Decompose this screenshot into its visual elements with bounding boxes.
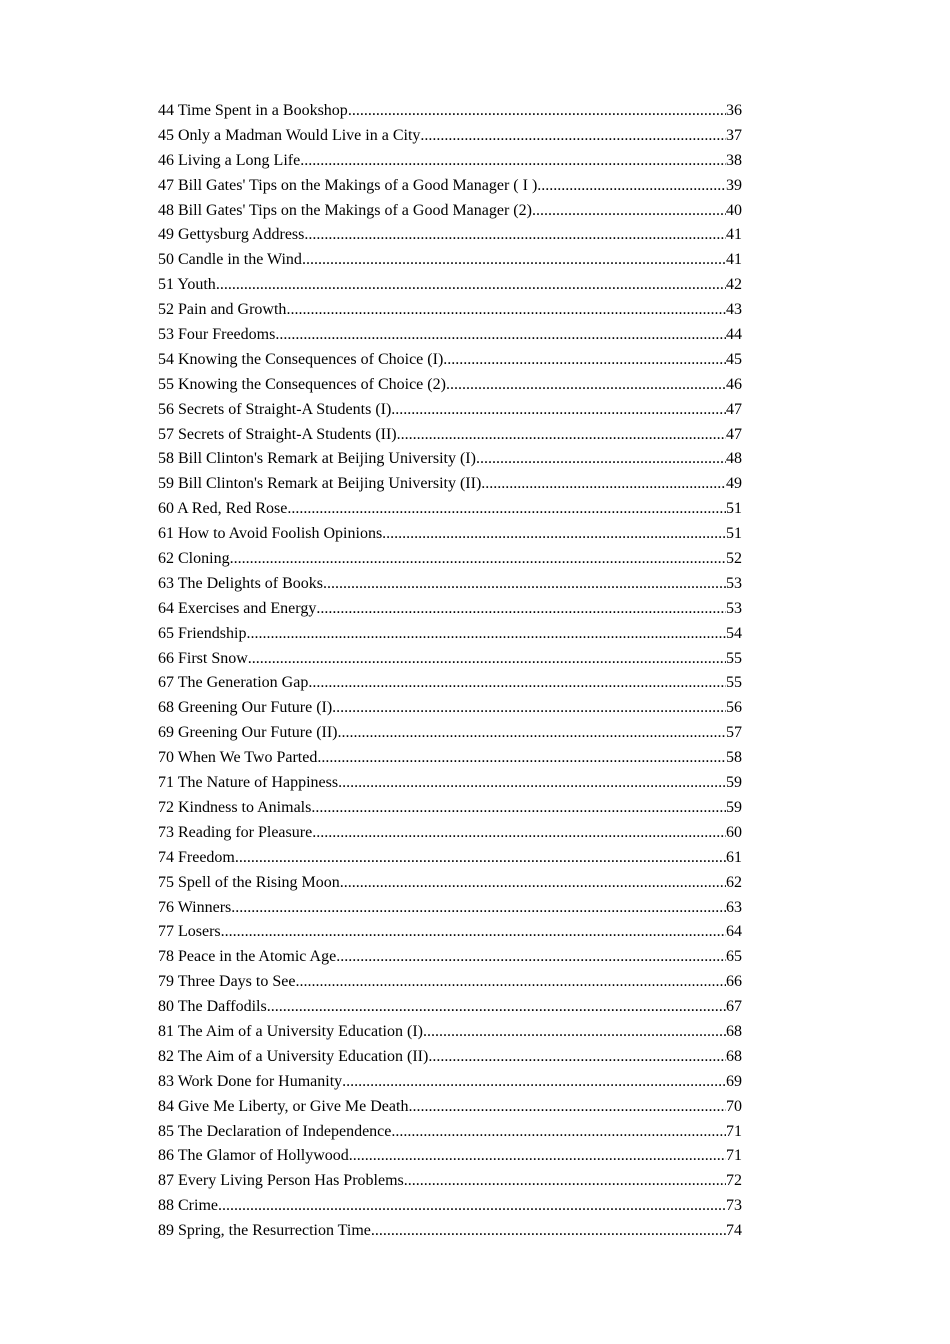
toc-entry[interactable] (158, 423, 742, 448)
dot-leader (336, 945, 726, 970)
dot-leader (221, 920, 726, 945)
toc-entry-title: 86 The Glamor of Hollywood (158, 1147, 349, 1165)
dot-leader (216, 273, 726, 298)
toc-entry[interactable] (158, 821, 742, 846)
toc-entry-title: 56 Secrets of Straight-A Students (I) (158, 400, 392, 418)
toc-entry[interactable] (158, 1045, 742, 1070)
toc-entry-page-number: 70 (726, 1097, 742, 1115)
toc-entry-title: 78 Peace in the Atomic Age (158, 948, 337, 966)
dot-leader (476, 447, 726, 472)
dot-leader (371, 1219, 726, 1244)
toc-entry[interactable] (158, 547, 742, 572)
dot-leader (446, 373, 726, 398)
dot-leader (323, 572, 726, 597)
dot-leader (286, 298, 726, 323)
toc-entry-title: 87 Every Living Person Has Problems (158, 1172, 404, 1190)
toc-entry[interactable] (158, 622, 742, 647)
toc-entry-page-number: 48 (726, 450, 742, 468)
dot-leader (537, 174, 726, 199)
dot-leader (308, 671, 726, 696)
toc-entry-title: 88 Crime (158, 1197, 218, 1215)
toc-entry-title: 83 Work Done for Humanity (158, 1072, 343, 1090)
toc-entry[interactable] (158, 671, 742, 696)
toc-entry-page-number: 44 (726, 326, 742, 344)
toc-entry[interactable] (158, 248, 742, 273)
toc-entry-title: 73 Reading for Pleasure (158, 823, 313, 841)
dot-leader (382, 522, 726, 547)
toc-entry[interactable] (158, 1095, 742, 1120)
toc-entry[interactable] (158, 796, 742, 821)
toc-entry-title: 75 Spell of the Rising Moon (158, 873, 340, 891)
dot-leader (532, 199, 726, 224)
dot-leader (340, 871, 726, 896)
toc-entry-title: 71 The Nature of Happiness (158, 774, 339, 792)
toc-entry-page-number: 52 (726, 550, 742, 568)
toc-entry-title: 48 Bill Gates' Tips on the Makings of a Good Manager (2) (158, 201, 532, 219)
toc-entry[interactable] (158, 273, 742, 298)
toc-entry[interactable] (158, 1120, 742, 1145)
toc-entry-title: 69 Greening Our Future (II) (158, 724, 338, 742)
toc-entry-page-number: 51 (726, 500, 742, 518)
toc-entry-page-number: 61 (726, 848, 742, 866)
toc-entry[interactable] (158, 149, 742, 174)
toc-entry[interactable] (158, 99, 742, 124)
toc-entry-title: 68 Greening Our Future (I) (158, 699, 333, 717)
toc-entry[interactable] (158, 1169, 742, 1194)
toc-entry-page-number: 56 (726, 699, 742, 717)
toc-entry-title: 67 The Generation Gap (158, 674, 309, 692)
dot-leader (338, 721, 727, 746)
dot-leader (428, 1045, 726, 1070)
toc-entry-page-number: 57 (726, 724, 742, 742)
toc-entry-page-number: 66 (726, 973, 742, 991)
toc-entry[interactable] (158, 497, 742, 522)
dot-leader (332, 696, 726, 721)
table-of-contents (158, 99, 742, 1244)
toc-entry[interactable] (158, 846, 742, 871)
toc-entry-page-number: 55 (726, 674, 742, 692)
toc-entry-page-number: 41 (726, 226, 742, 244)
toc-entry-page-number: 74 (726, 1222, 742, 1240)
dot-leader (420, 124, 726, 149)
toc-entry-title: 65 Friendship (158, 624, 247, 642)
toc-entry[interactable] (158, 348, 742, 373)
toc-entry-page-number: 47 (726, 425, 742, 443)
toc-entry[interactable] (158, 647, 742, 672)
toc-entry[interactable] (158, 398, 742, 423)
dot-leader (342, 1070, 726, 1095)
toc-entry[interactable] (158, 1020, 742, 1045)
toc-entry-page-number: 54 (726, 624, 742, 642)
toc-entry[interactable] (158, 871, 742, 896)
toc-entry[interactable] (158, 447, 742, 472)
toc-entry-title: 80 The Daffodils (158, 998, 267, 1016)
dot-leader (348, 99, 726, 124)
dot-leader (481, 472, 726, 497)
dot-leader (230, 547, 726, 572)
dot-leader (423, 1020, 726, 1045)
toc-entry-title: 74 Freedom (158, 848, 235, 866)
toc-entry-title: 84 Give Me Liberty, or Give Me Death (158, 1097, 409, 1115)
toc-entry[interactable] (158, 995, 742, 1020)
dot-leader (235, 846, 726, 871)
toc-entry-title: 76 Winners (158, 898, 232, 916)
toc-entry[interactable] (158, 522, 742, 547)
dot-leader (304, 223, 726, 248)
toc-entry-title: 72 Kindness to Animals (158, 798, 312, 816)
toc-entry-title: 85 The Declaration of Independence (158, 1122, 392, 1140)
dot-leader (231, 896, 726, 921)
toc-entry-title: 82 The Aim of a University Education (II) (158, 1047, 429, 1065)
dot-leader (267, 995, 726, 1020)
toc-entry-title: 89 Spring, the Resurrection Time (158, 1222, 371, 1240)
dot-leader (404, 1169, 726, 1194)
toc-entry-page-number: 73 (726, 1197, 742, 1215)
toc-entry-title: 59 Bill Clinton's Remark at Beijing University (II) (158, 475, 482, 493)
toc-entry[interactable] (158, 771, 742, 796)
toc-entry-page-number: 65 (726, 948, 742, 966)
toc-entry-page-number: 64 (726, 923, 742, 941)
toc-entry-page-number: 38 (726, 151, 742, 169)
toc-entry-title: 62 Cloning (158, 550, 230, 568)
toc-entry-page-number: 43 (726, 301, 742, 319)
toc-entry[interactable] (158, 896, 742, 921)
toc-entry-page-number: 68 (726, 1022, 742, 1040)
dot-leader (349, 1144, 726, 1169)
toc-entry-title: 66 First Snow (158, 649, 248, 667)
toc-entry-page-number: 69 (726, 1072, 742, 1090)
toc-entry-title: 60 A Red, Red Rose (158, 500, 288, 518)
toc-entry-page-number: 46 (726, 375, 742, 393)
toc-entry[interactable] (158, 1070, 742, 1095)
toc-entry[interactable] (158, 1219, 742, 1244)
toc-entry-page-number: 71 (726, 1147, 742, 1165)
toc-entry-title: 55 Knowing the Consequences of Choice (2) (158, 375, 446, 393)
toc-entry-title: 51 Youth (158, 276, 216, 294)
toc-entry[interactable] (158, 124, 742, 149)
toc-entry-page-number: 68 (726, 1047, 742, 1065)
toc-entry-title: 54 Knowing the Consequences of Choice (I) (158, 350, 444, 368)
toc-entry-page-number: 53 (726, 599, 742, 617)
toc-entry-title: 77 Losers (158, 923, 221, 941)
toc-entry-page-number: 37 (726, 126, 742, 144)
toc-entry-page-number: 55 (726, 649, 742, 667)
toc-entry[interactable] (158, 572, 742, 597)
toc-entry-title: 63 The Delights of Books (158, 574, 324, 592)
toc-entry-title: 50 Candle in the Wind (158, 251, 302, 269)
toc-entry-page-number: 71 (726, 1122, 742, 1140)
dot-leader (295, 970, 726, 995)
dot-leader (408, 1095, 726, 1120)
toc-entry-page-number: 59 (726, 774, 742, 792)
toc-entry[interactable] (158, 199, 742, 224)
dot-leader (317, 746, 726, 771)
toc-entry[interactable] (158, 1194, 742, 1219)
dot-leader (391, 1120, 726, 1145)
toc-entry-page-number: 49 (726, 475, 742, 493)
toc-entry-title: 58 Bill Clinton's Remark at Beijing University (I) (158, 450, 476, 468)
toc-entry-title: 46 Living a Long Life (158, 151, 301, 169)
toc-entry[interactable] (158, 721, 742, 746)
toc-entry-title: 53 Four Freedoms (158, 326, 276, 344)
toc-entry[interactable] (158, 1144, 742, 1169)
toc-entry-title: 57 Secrets of Straight-A Students (II) (158, 425, 397, 443)
dot-leader (316, 597, 726, 622)
toc-entry[interactable] (158, 920, 742, 945)
toc-entry-page-number: 59 (726, 798, 742, 816)
dot-leader (248, 647, 726, 672)
toc-entry[interactable] (158, 472, 742, 497)
dot-leader (391, 398, 726, 423)
toc-entry-title: 64 Exercises and Energy (158, 599, 317, 617)
dot-leader (275, 323, 726, 348)
dot-leader (300, 149, 726, 174)
toc-entry-title: 49 Gettysburg Address (158, 226, 305, 244)
toc-entry-page-number: 51 (726, 525, 742, 543)
toc-entry-page-number: 63 (726, 898, 742, 916)
toc-entry-page-number: 67 (726, 998, 742, 1016)
toc-entry-page-number: 42 (726, 276, 742, 294)
toc-entry[interactable] (158, 298, 742, 323)
dot-leader (443, 348, 726, 373)
toc-entry-title: 44 Time Spent in a Bookshop (158, 102, 348, 119)
toc-entry-page-number: 60 (726, 823, 742, 841)
toc-entry-page-number: 62 (726, 873, 742, 891)
toc-entry-page-number: 36 (726, 102, 742, 119)
toc-entry[interactable] (158, 223, 742, 248)
toc-entry[interactable] (158, 174, 742, 199)
dot-leader (302, 248, 726, 273)
toc-entry-page-number: 41 (726, 251, 742, 269)
toc-entry-page-number: 40 (726, 201, 742, 219)
dot-leader (218, 1194, 726, 1219)
toc-entry-page-number: 72 (726, 1172, 742, 1190)
toc-entry[interactable] (158, 945, 742, 970)
toc-entry-page-number: 53 (726, 574, 742, 592)
toc-entry-title: 45 Only a Madman Would Live in a City (158, 126, 421, 144)
toc-entry-page-number: 39 (726, 176, 742, 194)
toc-entry[interactable] (158, 323, 742, 348)
dot-leader (311, 796, 726, 821)
toc-entry-title: 61 How to Avoid Foolish Opinions (158, 525, 383, 543)
toc-entry-title: 52 Pain and Growth (158, 301, 287, 319)
toc-entry[interactable] (158, 597, 742, 622)
dot-leader (397, 423, 726, 448)
toc-entry[interactable] (158, 696, 742, 721)
toc-entry-title: 47 Bill Gates' Tips on the Makings of a Good Manager ( I ) (158, 176, 538, 194)
dot-leader (338, 771, 726, 796)
toc-entry[interactable] (158, 373, 742, 398)
toc-entry-page-number: 58 (726, 749, 742, 767)
toc-entry[interactable] (158, 746, 742, 771)
dot-leader (312, 821, 726, 846)
toc-entry-page-number: 45 (726, 350, 742, 368)
dot-leader (246, 622, 726, 647)
dot-leader (287, 497, 726, 522)
toc-entry[interactable] (158, 970, 742, 995)
toc-entry-page-number: 47 (726, 400, 742, 418)
toc-entry-title: 81 The Aim of a University Education (I) (158, 1022, 423, 1040)
toc-entry-title: 70 When We Two Parted (158, 749, 318, 767)
toc-entry-title: 79 Three Days to See (158, 973, 296, 991)
